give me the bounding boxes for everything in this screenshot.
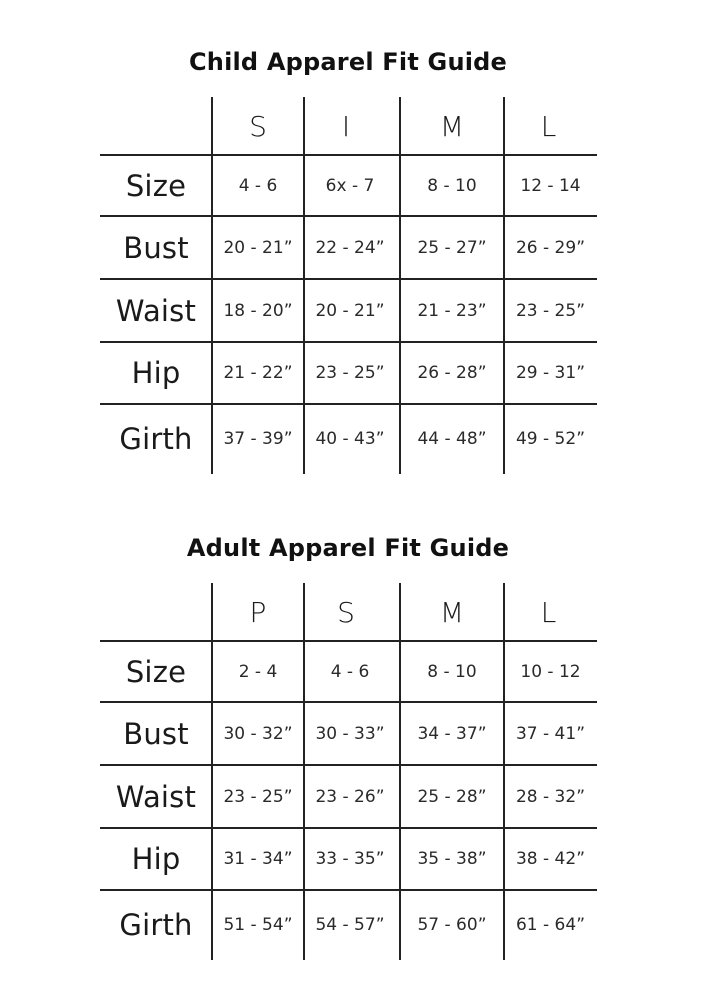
adult-measurement-cell: 2 - 4 (238, 661, 278, 682)
child-measurement-cell: 20 - 21” (223, 237, 293, 258)
child-size-header: L (540, 109, 557, 143)
adult-size-header: M (439, 595, 465, 629)
child-measurement-cell: 25 - 27” (417, 237, 487, 258)
child-measurement-cell: 26 - 29” (515, 237, 585, 258)
child-measurement-cell: 37 - 39” (223, 429, 293, 449)
child-measurement-cell: 6x - 7 (325, 175, 375, 196)
adult-row-label: Waist (115, 779, 197, 814)
child-row-label: Size (125, 168, 187, 203)
adult-size-header: L (540, 595, 557, 629)
child-measurement-cell: 18 - 20” (223, 300, 293, 321)
adult-measurement-cell: 4 - 6 (330, 661, 370, 682)
adult-measurement-cell: 51 - 54” (223, 915, 293, 935)
adult-measurement-cell: 34 - 37” (417, 723, 487, 744)
child-measurement-cell: 26 - 28” (417, 363, 487, 383)
adult-measurement-cell: 38 - 42” (515, 849, 585, 869)
adult-guide-title: Adult Apparel Fit Guide (186, 534, 510, 562)
adult-measurement-cell: 30 - 32” (223, 723, 293, 744)
child-row-label: Girth (119, 422, 193, 456)
child-measurement-cell: 49 - 52” (515, 429, 585, 449)
adult-measurement-cell: 30 - 33” (315, 723, 385, 744)
child-size-header: I (341, 109, 351, 143)
adult-fit-table (100, 583, 597, 960)
child-row-label: Hip (131, 356, 181, 390)
adult-measurement-cell: 28 - 32” (515, 786, 585, 807)
child-measurement-cell: 20 - 21” (315, 300, 385, 321)
child-measurement-cell: 23 - 25” (315, 363, 385, 383)
adult-measurement-cell: 35 - 38” (417, 849, 487, 869)
adult-measurement-cell: 37 - 41” (515, 723, 585, 744)
adult-size-header: P (249, 595, 267, 629)
adult-measurement-cell: 8 - 10 (427, 661, 477, 682)
adult-measurement-cell: 25 - 28” (417, 786, 487, 807)
adult-row-label: Bust (123, 716, 189, 751)
child-measurement-cell: 4 - 6 (238, 175, 278, 196)
adult-size-header: S (337, 595, 355, 629)
child-measurement-cell: 29 - 31” (515, 363, 585, 383)
adult-row-label: Size (125, 654, 187, 689)
child-fit-table (100, 97, 597, 474)
child-guide-title: Child Apparel Fit Guide (188, 48, 508, 76)
adult-row-label: Girth (119, 908, 193, 942)
child-size-header: S (249, 109, 267, 143)
adult-measurement-cell: 61 - 64” (515, 915, 585, 935)
child-measurement-cell: 12 - 14 (520, 175, 581, 196)
adult-measurement-cell: 10 - 12 (520, 661, 581, 682)
child-row-label: Waist (115, 293, 197, 328)
adult-measurement-cell: 23 - 25” (223, 786, 293, 807)
child-measurement-cell: 44 - 48” (417, 429, 487, 449)
child-measurement-cell: 40 - 43” (315, 429, 385, 449)
adult-measurement-cell: 23 - 26” (315, 786, 385, 807)
child-measurement-cell: 23 - 25” (515, 300, 585, 321)
adult-row-label: Hip (131, 842, 181, 876)
child-size-header: M (439, 109, 465, 143)
adult-measurement-cell: 31 - 34” (223, 849, 293, 869)
child-measurement-cell: 21 - 23” (417, 300, 487, 321)
adult-measurement-cell: 54 - 57” (315, 915, 385, 935)
child-row-label: Bust (123, 230, 189, 265)
adult-measurement-cell: 57 - 60” (417, 915, 487, 935)
adult-measurement-cell: 33 - 35” (315, 849, 385, 869)
child-measurement-cell: 22 - 24” (315, 237, 385, 258)
child-measurement-cell: 8 - 10 (427, 175, 477, 196)
child-measurement-cell: 21 - 22” (223, 363, 293, 383)
